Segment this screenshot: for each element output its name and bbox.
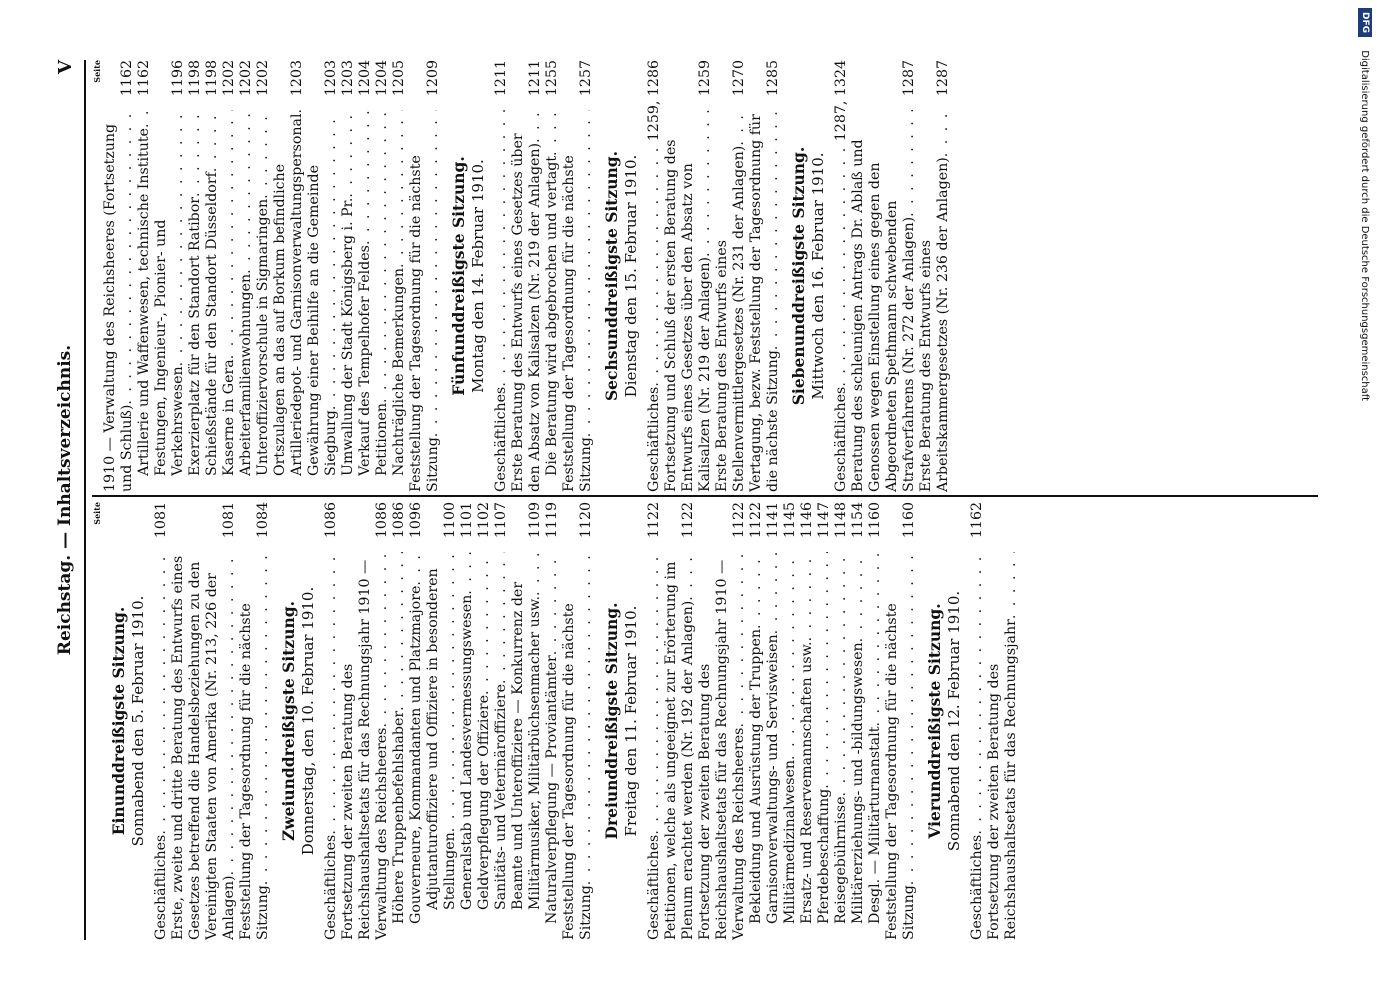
toc-page-number: 1122 [680,502,697,552]
toc-page-number: 1102 [476,502,493,552]
toc-entry [340,60,357,492]
toc-entry [425,502,459,940]
toc-entry [306,60,340,492]
toc-entry [918,60,952,492]
toc-entry [765,502,782,940]
toc-entry [867,502,884,940]
toc-entry [544,60,561,492]
toc-page-number: 1086 [323,502,340,552]
toc-entry [850,60,918,492]
toc-entry [153,502,170,940]
toc-entry-text: Geschäftliches . . . [969,552,986,940]
toc-entry [170,502,238,940]
toc-entry [714,60,748,492]
toc-entry-text: Geschäftliches . . . [646,552,663,940]
toc-entry [748,60,782,492]
toc-entry-text: Umwallung der Stadt Königsberg i. Pr. . . . [340,110,357,476]
toc-entry [697,502,748,940]
toc-page-number: 1109 [527,502,544,552]
toc-page-number: 1285 [765,60,782,110]
toc-page-number: 1120 [578,502,595,552]
toc-entry-text: Gewährung einer Beihilfe an die Gemeinde Siegburg . . . [306,110,340,476]
toc-page-number: 1119 [544,502,561,552]
seite-label: Seite [92,60,102,83]
toc-entry-text: Erste Beratung des Entwurfs eines Gesetzes über den Absatz von Kalisalzen (Nr. 219 der Anlagen) . . . [510,110,544,492]
toc-page-number: 1084 [255,502,272,552]
toc-entry [187,60,204,492]
session-date: Montag den 14. Februar 1910. [469,159,487,393]
toc-entry [850,502,867,940]
session-heading: Zweiunddreißigste Sitzung. [279,601,298,842]
toc-page-number: 1162 [136,60,153,110]
session-date: Dienstag den 15. Februar 1910. [622,154,640,398]
toc-page-number: 1100 [442,502,459,552]
toc-entry [833,502,850,940]
column-separator [92,495,1318,497]
toc-page-number: 1147 [816,502,833,552]
toc-entry-text: Fortsetzung und Schluß der ersten Beratung des Entwurfs eines Gesetzes über den Absatz von Kalisalzen (Nr. 219 der Anlagen) . . . [663,110,714,492]
toc-entry-text: Desgl. — Militärturnanstalt . . . [867,552,884,924]
toc-entry-text: Beamte und Unteroffiziere — Konkurrenz der Militärmusiker, Militärbüchsenmacher usw. . . . [510,552,544,910]
toc-page-number: 1122 [731,502,748,552]
toc-page-number: 1259, 1286 [646,60,663,145]
toc-entry-text: Erste, zweite und dritte Beratung des Entwurfs eines Gesetzes betreffend die Handelsbeziehungen zu den Vereinigten Staaten von Amerika (Nr. 213, 226 der Anlagen) . . . [170,552,238,940]
toc-page-number: 1204 [357,60,374,110]
toc-page-number: 1101 [459,502,476,552]
toc-page-number: 1270 [731,60,748,110]
session-heading: Einunddreißigste Sitzung. [109,606,128,836]
toc-entry-text: Naturalverpflegung — Proviantämter . . . [544,552,561,924]
toc-entry [204,60,221,492]
toc-page-number: 1203 [340,60,357,110]
toc-page-number: 1086 [374,502,391,552]
header-rule [84,60,86,940]
toc-page-number: 1257 [578,60,595,110]
toc-page-number: 1122 [646,502,663,552]
toc-entry-text: Schießstände für den Standort Düsseldorf . . . [204,110,221,476]
toc-entry-text: Höhere Truppenbefehlshaber . . . [391,552,408,924]
footer-text: Digitalisierung gefördert durch die Deutsche Forschungsgemeinschaft [1359,50,1370,402]
toc-page-number: 1203 [289,60,306,110]
toc-entry-text: Verkauf des Tempelhofer Feldes . . . [357,110,374,476]
toc-entry-text: 1910 — Verwaltung des Reichsheeres (Fortsetzung und Schluß) . . . [102,110,136,492]
toc-entry [238,502,272,940]
toc-entry-text: Bekleidung und Ausrüstung der Truppen . . . [748,552,765,924]
toc-entry [561,502,595,940]
toc-entry [544,502,561,940]
toc-page-number: 1198 [187,60,204,110]
toc-entry [969,502,986,940]
footer-strip [1351,8,1377,998]
session-date: Freitag den 11. Februar 1910. [622,605,640,837]
toc-entry-text: Festungen, Ingenieur-, Pionier- und Verkehrswesen . . . [153,110,187,476]
page-number: V [55,60,76,74]
toc-entry-text: Feststellung der Tagesordnung für die nächste Sitzung . . . [238,552,272,940]
toc-entry-text: Fortsetzung der zweiten Beratung des Reichshaushaltsetats für das Rechnungsjahr 1910 — Verwaltung des Reichsheeres . . . [340,552,391,940]
toc-entry [782,502,799,940]
right-column [92,60,1318,492]
toc-page-number: 1198 [204,60,221,110]
toc-page-number: 1204 [374,60,391,110]
toc-page-number: 1146 [799,502,816,552]
toc-entry-text: Erste Beratung des Entwurfs eines Arbeitskammergesetzes (Nr. 236 der Anlagen) . . . [918,110,952,492]
running-title: Reichstag. — Inhaltsverzeichnis. [55,344,75,656]
toc-page-number: 1196 [170,60,187,110]
toc-entry [408,60,442,492]
toc-entry [391,60,408,492]
toc-entry [221,60,238,492]
toc-page-number: 1081 [221,502,238,552]
left-column [92,502,1318,940]
toc-entry-text: Arbeiterfamilienwohnungen . . . [238,110,255,476]
toc-entry-text: Die Beratung wird abgebrochen und vertagt . . . [544,110,561,476]
toc-entry [255,60,272,492]
session-heading: Vierunddreißigste Sitzung. [925,603,944,839]
toc-entry [340,502,391,940]
toc-entry [646,60,663,492]
toc-page-number: 1162 [119,60,136,110]
toc-entry-text: Feststellung der Tagesordnung für die nächste Sitzung . . . [561,552,595,940]
session-date: Sonnabend den 12. Februar 1910. [945,590,963,852]
dfg-badge: DFG [1358,8,1372,37]
toc-entry-text: Erste Beratung des Entwurfs eines Stellenvermittlergesetzes (Nr. 231 der Anlagen) . . . [714,110,748,492]
session-heading: Sechsunddreißigste Sitzung. [602,150,621,402]
toc-entry [510,60,544,492]
toc-entry [493,502,510,940]
toc-entry-text: Nachträgliche Bemerkungen . . . [391,110,408,476]
toc-page-number: 1205 [391,60,408,110]
toc-page-number: 1203 [323,60,340,110]
toc-page-number: 1209 [425,60,442,110]
toc-entry-text: Geschäftliches . . . [833,145,850,492]
toc-entry-text: Vertagung, bezw. Feststellung der Tagesordnung für die nächste Sitzung . . . [748,110,782,492]
toc-page-number: 1160 [901,502,918,552]
toc-entry [986,502,1020,940]
toc-entry-text: Militärmedizinalwesen . . . [782,552,799,924]
toc-entry-text: Feststellung der Tagesordnung für die nächste Sitzung . . . [561,110,595,492]
toc-entry [408,502,425,940]
toc-page-number: 1287 [935,60,952,110]
toc-entry [136,60,153,492]
toc-entry [272,60,306,492]
toc-entry-text: Geschäftliches . . . [153,552,170,940]
toc-page-number: 1259 [697,60,714,110]
session-date: Mittwoch den 16. Februar 1910. [809,152,827,400]
toc-entry [357,60,374,492]
toc-entry [510,502,544,940]
toc-entry [833,60,850,492]
toc-entry [374,60,391,492]
session-date: Donnerstag, den 10. Februar 1910. [299,586,317,856]
toc-entry-text: Reisegebührnisse . . . [833,552,850,924]
toc-entry [884,502,918,940]
toc-page-number: 1287 [901,60,918,110]
toc-entry [799,502,816,940]
toc-entry-text: Geschäftliches . . . [323,552,340,940]
toc-entry-text: Feststellung der Tagesordnung für die nächste Sitzung . . . [884,552,918,940]
toc-entry [459,502,476,940]
toc-entry-text: Gouverneure, Kommandanten und Platzmajore . . . [408,552,425,924]
toc-entry [102,60,136,492]
toc-page-number: 1202 [255,60,272,110]
toc-entry-text: Militärerziehungs- und -bildungswesen . . . [850,552,867,924]
toc-entry-text: Pferdebeschaffung . . . [816,552,833,924]
toc-page-number: 1148 [833,502,850,552]
toc-entry [561,60,595,492]
toc-entry-text: Sanitäts- und Veterinäroffiziere . . . [493,552,510,910]
toc-entry-text: Ersatz- und Reservemannschaften usw. . . . [799,552,816,924]
toc-entry [238,60,255,492]
toc-page-number: 1255 [544,60,561,110]
toc-entry-text: Fortsetzung der zweiten Beratung des Reichshaushaltsetats für das Rechnungsjahr . . . [986,552,1020,940]
toc-entry-text: Geldverpflegung der Offiziere . . . [476,552,493,910]
toc-page-number: 1086 [391,502,408,552]
seite-label: Seite [92,502,102,525]
toc-page-number: 1211 [527,60,544,110]
session-heading: Fünfunddreißigste Sitzung. [449,156,468,396]
toc-entry [476,502,493,940]
session-heading: Dreiunddreißigste Sitzung. [602,602,621,840]
toc-entry [391,502,408,940]
toc-entry [646,502,663,940]
toc-entry [323,502,340,940]
toc-entry-text: Ortszulagen an das auf Borkum befindliche Artilleriedepot- und Garnisonverwaltungspersonal . . . [272,110,306,476]
toc-page-number: 1154 [850,502,867,552]
toc-entry-text: Adjutanturoffiziere und Offiziere in besonderen Stellungen . . . [425,552,459,910]
toc-page-number: 1202 [238,60,255,110]
toc-entry-text: Petitionen . . . [374,110,391,476]
toc-page-number: 1160 [867,502,884,552]
toc-entry-text: Geschäftliches . . . [493,110,510,492]
toc-entry-text: Unteroffiziervorschule in Sigmaringen . . . [255,110,272,476]
toc-page-number: 1107 [493,502,510,552]
toc-page-number: 1145 [782,502,799,552]
toc-entry-text: Exerzierplatz für den Standort Ratibor . . . [187,110,204,476]
session-heading: Siebenunddreißigste Sitzung. [789,146,808,406]
toc-entry [493,60,510,492]
page-header [55,60,81,940]
toc-entry-text: Artillerie und Waffenwesen, technische Institute . . . [136,110,153,476]
toc-entry-text: Feststellung der Tagesordnung für die nächste Sitzung . . . [408,110,442,492]
toc-page-number: 1096 [408,502,425,552]
toc-page-number: 1081 [153,502,170,552]
toc-entry [663,502,697,940]
toc-entry-text: Beratung des schleunigen Antrags Dr. Ablaß und Genossen wegen Einstellung eines gegen den Abgeordneten Spethmann schwebenden Strafverfahrens (Nr. 272 der Anlagen) . . . [850,110,918,492]
toc-page-number: 1122 [748,502,765,552]
toc-entry-text: Generalstab und Landesvermessungswesen . . . [459,552,476,910]
toc-entry-text: Geschäftliches . . . [646,145,663,492]
toc-page-number: 1287, 1324 [833,60,850,145]
toc-entry-text: Kaserne in Gera . . . [221,110,238,476]
toc-entry [816,502,833,940]
toc-entry-text: Petitionen, welche als ungeeignet zur Erörterung im Plenum erachtet werden (Nr. 192 der Anlagen) . . . [663,552,697,940]
toc-page-number: 1162 [969,502,986,552]
toc-entry [663,60,714,492]
toc-page-number: 1202 [221,60,238,110]
toc-entry [748,502,765,940]
toc-page-number: 1141 [765,502,782,552]
toc-entry [153,60,187,492]
toc-entry-text: Garnisonverwaltungs- und Servisweisen . . . [765,552,782,924]
toc-entry-text: Fortsetzung der zweiten Beratung des Reichshaushaltsetats für das Rechnungsjahr 1910 — Verwaltung des Reichsheeres . . . [697,552,748,940]
session-date: Sonnabend den 5. Februar 1910. [129,595,147,847]
toc-page-number: 1211 [493,60,510,110]
